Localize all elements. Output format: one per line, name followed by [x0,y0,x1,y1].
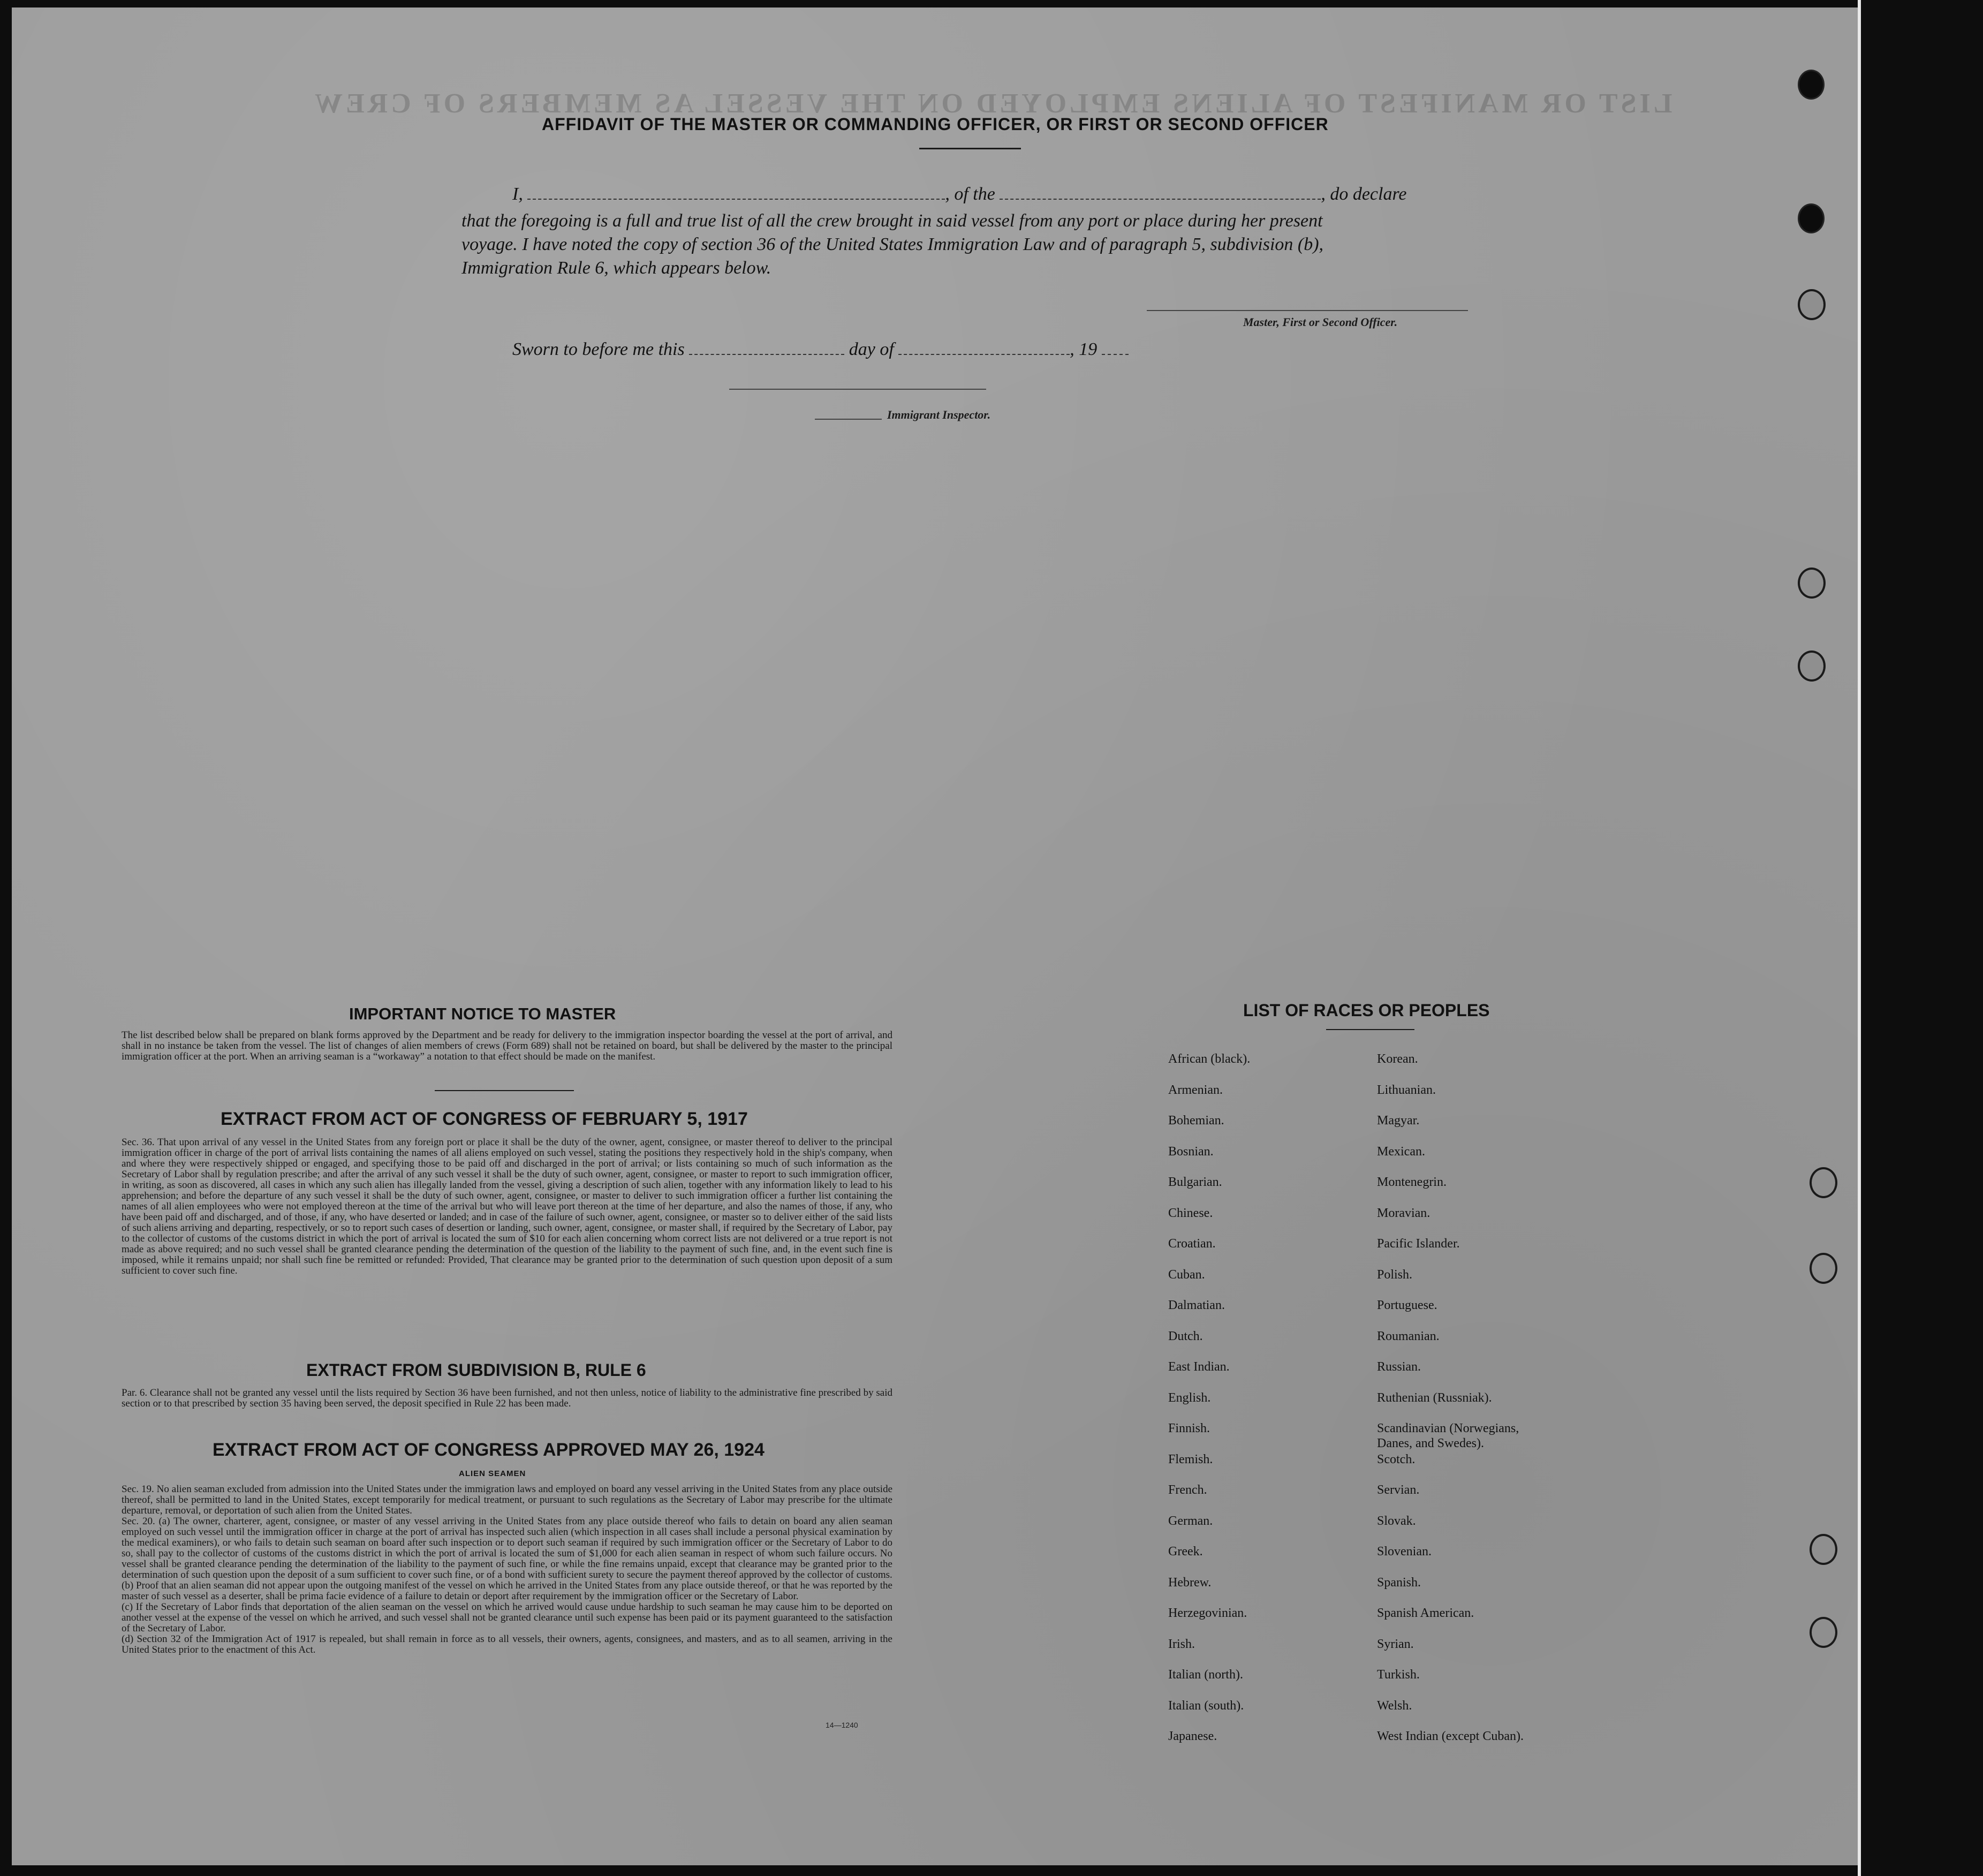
notice-divider [435,1090,574,1091]
race-item: Italian (south). [1168,1698,1244,1713]
race-item: Polish. [1377,1267,1413,1282]
race-item: Scotch. [1377,1452,1416,1466]
races-left-column [1168,1052,1372,1760]
declarant-prefix: I, [512,184,523,204]
races-right-column [1377,1052,1602,1760]
race-item: Portuguese. [1377,1298,1437,1312]
declaration-line-1 [512,184,1407,205]
race-item: Dutch. [1168,1329,1203,1343]
race-item: Moravian. [1377,1206,1431,1220]
extract-rule6-heading: EXTRACT FROM SUBDIVISION B, RULE 6 [306,1360,646,1380]
race-item: French. [1168,1483,1207,1497]
race-item: Flemish. [1168,1452,1213,1466]
master-signature-label: Master, First or Second Officer. [1243,315,1398,329]
race-item: African (black). [1168,1052,1251,1066]
bleed-through-heading: LIST OR MANIFEST OF ALIENS EMPLOYED ON THE VESSEL AS MEMBERS OF CREW [312,88,1672,119]
year-prefix: , 19 [1070,339,1098,359]
do-declare-label: , do declare [1321,184,1407,204]
affidavit-title: AFFIDAVIT OF THE MASTER OR COMMANDING OFFICER, OR FIRST OR SECOND OFFICER [542,115,1329,134]
declaration-line-2: that the foregoing is a full and true list of all the crew brought in said vessel from any port or place during her present [461,211,1323,231]
race-item: English. [1168,1390,1211,1405]
master-signature-line[interactable] [1147,310,1468,311]
notice-text: The list described below shall be prepared on blank forms approved by the Department and be ready for delivery to the immigration inspector boarding the vessel at the port of arrival, and shall in no instance be taken from the vessel. The list of changes of alien members of crews (Form 689) shall not be retained on board, but shall be delivered by the master to the principal immigration officer at the port. When an arriving seaman is a “workaway” a notation to that effect should be made on the manifest. [122,1030,892,1062]
race-item: Croatian. [1168,1237,1216,1251]
race-item: Montenegrin. [1377,1175,1447,1189]
vessel-name-field[interactable] [1000,185,1321,200]
binder-hole [1798,203,1825,233]
binder-hole [1810,1617,1837,1648]
declaration-line-3: voyage. I have noted the copy of section 36 of the United States Immigration Law and of paragraph 5, subdivision (b), [461,234,1324,254]
extract-1917-heading: EXTRACT FROM ACT OF CONGRESS OF FEBRUARY 5, 1917 [221,1109,748,1129]
sec-20b-text: (b) Proof that an alien seaman did not appear upon the outgoing manifest of the vessel on which he arrived in the United States from any place outside thereof, or that he was reported by the master of such vessel as a deserter, shall be prima facie evidence of a failure to detain or deport after requirement by the immigration officer or the Secretary of Labor. [122,1580,892,1602]
inspector-signature-line[interactable] [815,419,882,420]
binder-hole [1810,1253,1837,1284]
declaration-line-4: Immigration Rule 6, which appears below. [461,258,771,278]
binder-hole [1798,650,1826,682]
race-item: Slovenian. [1377,1545,1432,1559]
race-item: Bulgarian. [1168,1175,1222,1189]
inspector-label: Immigrant Inspector. [887,408,991,421]
race-item: Greek. [1168,1545,1203,1559]
sec-20a-text: Sec. 20. (a) The owner, charterer, agent, consignee, or master of any vessel arriving in the United States from any place outside thereof who fails to detain on board any alien seaman employed on such vessel until the immigration officer in charge at the port of arrival has inspected such alien (which inspection in all cases shall include a personal physical examination by the medical examiners), or who fails to detain such seaman on board after such inspection or to deport such seaman if required by such immigration officer or the Secretary of Labor to do so, shall pay to the collector of customs of the customs district in which the port of arrival is located the sum of $1,000 for each alien seaman in respect of whom such failure occurs. No vessel shall be granted clearance pending the determination of the liability to the payment of such fine, or while the fine remains unpaid, except that clearance may be granted prior to the determination of such question upon the deposit of a sum sufficient to cover such fine, or of a bond with sufficient surety to secure the payment thereof approved by the collector of customs. [122,1516,892,1580]
races-heading: LIST OF RACES OR PEOPLES [1243,1001,1490,1020]
race-item: Bosnian. [1168,1144,1214,1159]
notice-heading: IMPORTANT NOTICE TO MASTER [349,1004,616,1023]
extract-1917-text: Sec. 36. That upon arrival of any vessel in the United States from any foreign port or place it shall be the duty of the owner, agent, consignee, or master thereof to deliver to the principal immigration officer in charge of the port of arrival lists containing the names of all aliens employed on such vessel, stating the positions they respectively hold in the ship's company, when and where they were respectively shipped or engaged, and specifying those to be paid off and discharged in the port of arrival; or lists containing so much of such information as the Secretary of Labor shall by regulation prescribe; and after the arrival of any such vessel it shall be the duty of such owner, agent, consignee, or master to report to such immigration officer, in writing, as soon as discovered, all cases in which any such alien has illegally landed from the vessel, giving a description of such alien, together with any information likely to lead to his apprehension; and before the departure of any such vessel it shall be the duty of such owner, agent, consignee, or master to deliver to such immigration officer a further list containing the names of all alien employees who were not employed thereon at the time of the arrival but who will leave port thereon at the time of her departure, and also the names of those, if any, who have been paid off and discharged, and of those, if any, who have deserted or landed; and in case of the failure of such owner, agent, consignee, or master so to deliver either of the said lists of such aliens arriving and departing, respectively, or so to report such cases of desertion or landing, such owner, agent, consignee, or master shall, if required by the Secretary of Labor, pay to the collector of customs of the customs district in which the port of arrival is located the sum of $10 for each alien concerning whom correct lists are not delivered or a true report is not made as above required; and no such vessel shall be granted clearance pending the determination of the question of the liability to the payment of such fine, and, in the event such fine is imposed, while it remains unpaid; nor shall such fine be remitted or refunded: Provided, That clearance may be granted prior to the determination of such question upon deposit of a sum sufficient to cover such fine. [122,1137,892,1276]
race-item: Scandinavian (Norwegians, Danes, and Swedes). [1377,1421,1519,1450]
race-item: Herzegovinian. [1168,1606,1247,1620]
race-item: Italian (north). [1168,1668,1243,1682]
race-item: East Indian. [1168,1360,1230,1374]
sworn-day-field[interactable] [689,340,844,355]
declarant-name-field[interactable] [527,185,945,200]
race-item: Bohemian. [1168,1114,1224,1128]
extract-1924-body [122,1484,892,1655]
race-item: Turkish. [1377,1668,1420,1682]
race-item: Hebrew. [1168,1575,1212,1590]
manifest-page [12,7,1860,1865]
race-item: Japanese. [1168,1729,1217,1743]
binder-hole [1810,1534,1837,1565]
race-item: Syrian. [1377,1637,1414,1651]
race-item: Roumanian. [1377,1329,1440,1343]
extract-1924-heading: EXTRACT FROM ACT OF CONGRESS APPROVED MAY 26, 1924 [213,1440,765,1460]
race-item: Irish. [1168,1637,1195,1651]
race-item: Pacific Islander. [1377,1237,1460,1251]
race-item: Welsh. [1377,1698,1412,1713]
sworn-line [512,339,1129,360]
binder-hole [1798,568,1826,599]
extract-rule6-text: Par. 6. Clearance shall not be granted any vessel until the lists required by Section 36 have been furnished, and not then unless, notice of liability to the administrative fine prescribed by said section or to that prescribed by section 35 having been served, the deposit specified in Rule 22 has been made. [122,1387,892,1409]
race-item: Slovak. [1377,1514,1416,1528]
binder-hole [1798,289,1826,320]
race-item: Spanish. [1377,1575,1421,1590]
race-item: Finnish. [1168,1421,1210,1435]
sec-20d-text: (d) Section 32 of the Immigration Act of 1917 is repealed, but shall remain in force as to all vessels, their owners, agents, consignees, and masters, and as to all seamen, arriving in the United States prior to the enactment of this Act. [122,1633,892,1655]
day-of-label: day of [849,339,894,359]
race-item: Spanish American. [1377,1606,1474,1620]
sworn-year-field[interactable] [1102,340,1129,355]
binder-hole [1798,70,1825,100]
races-divider [1326,1029,1414,1030]
title-underline [919,148,1021,149]
sworn-month-field[interactable] [898,340,1070,355]
binder-hole [1810,1167,1837,1198]
race-item: Mexican. [1377,1144,1425,1159]
race-item: Magyar. [1377,1114,1420,1128]
alien-seamen-subheading: ALIEN SEAMEN [459,1469,526,1478]
form-number: 14—1240 [826,1721,858,1729]
sec-20c-text: (c) If the Secretary of Labor finds that deportation of the alien seaman on the vessel on which he arrived would cause undue hardship to such seaman he may cause him to be deported on another vessel at the expense of the vessel on which he arrived, and such vessel shall not be granted clearance until such expense has been paid or its payment guaranteed to the satisfaction of the Secretary of Labor. [122,1601,892,1634]
race-item: Chinese. [1168,1206,1213,1220]
race-item: Cuban. [1168,1267,1205,1282]
sec-19-text: Sec. 19. No alien seaman excluded from admission into the United States under the immigration laws and employed on board any vessel arriving in the United States from any place outside thereof, shall be permitted to land in the United States, except temporarily for medical treatment, or pursuant to such regulations as the Secretary of Labor may prescribe for the ultimate departure, removal, or deportation of such alien from the United States. [122,1484,892,1516]
race-item: Armenian. [1168,1083,1223,1097]
race-item: Korean. [1377,1052,1418,1066]
race-item: West Indian (except Cuban). [1377,1729,1524,1743]
page-edge [1858,0,1861,1876]
inspector-signature-line-top[interactable] [729,389,986,390]
race-item: Russian. [1377,1360,1421,1374]
race-item: Ruthenian (Russniak). [1377,1390,1492,1405]
race-item: Lithuanian. [1377,1083,1436,1097]
race-item: Dalmatian. [1168,1298,1225,1312]
of-the-label: , of the [945,184,995,204]
sworn-prefix: Sworn to before me this [512,339,685,359]
race-item: Servian. [1377,1483,1420,1497]
race-item: German. [1168,1514,1213,1528]
